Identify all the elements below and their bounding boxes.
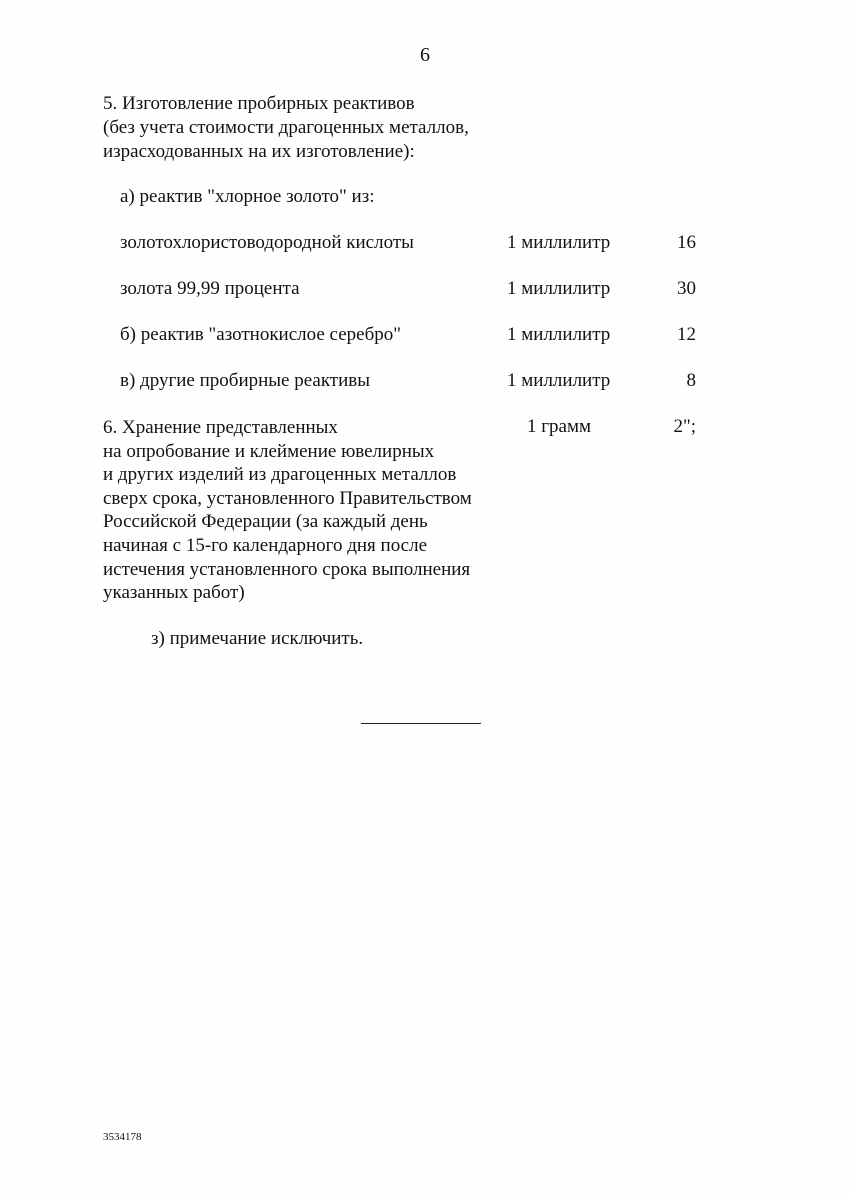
section-6-line: сверх срока, установленного Правительством (103, 487, 472, 509)
row-name: в) другие пробирные реактивы (120, 370, 371, 391)
table-row (0, 232, 850, 256)
section-6-line: указанных работ) (103, 582, 245, 604)
row-name: золотохлористоводородной кислоты (120, 232, 414, 253)
section-6-line: и других изделий из драгоценных металлов (103, 464, 457, 486)
row-unit: 1 миллилитр (507, 370, 611, 391)
section-6-unit: 1 грамм (527, 416, 592, 437)
section-6-line: 6. Хранение представленных (103, 417, 338, 438)
section-5-line: 5. Изготовление пробирных реактивов (103, 93, 415, 114)
note-text: з) примечание исключить. (151, 628, 364, 649)
row-value: 8 (686, 370, 696, 391)
row-unit: 1 миллилитр (507, 324, 611, 345)
section-6-line: начиная с 15-го календарного дня после (103, 534, 428, 556)
document-code: 3534178 (103, 1131, 142, 1143)
section-5-heading (103, 92, 469, 164)
page-number: 6 (420, 44, 430, 66)
end-divider (361, 723, 481, 724)
row-unit: 1 миллилитр (507, 278, 611, 299)
sub-item-a-label: а) реактив "хлорное золото" из: (120, 186, 375, 207)
row-unit: 1 миллилитр (507, 232, 611, 253)
table-row (0, 324, 850, 348)
row-name: б) реактив "азотнокислое серебро" (120, 324, 402, 345)
section-6-value: 2"; (673, 416, 696, 437)
row-name: золота 99,99 процента (120, 278, 300, 299)
section-6-line: Российской Федерации (за каждый день (103, 511, 428, 533)
table-row (0, 370, 850, 394)
row-value: 30 (677, 278, 696, 299)
section-6-line: на опробование и клеймение ювелирных (103, 440, 435, 462)
row-value: 16 (677, 232, 696, 253)
section-6-line: истечения установленного срока выполнения (103, 558, 471, 580)
section-5-line: (без учета стоимости драгоценных металлов, (103, 117, 469, 138)
section-6-text (103, 416, 472, 605)
row-value: 12 (677, 324, 696, 345)
table-row (0, 278, 850, 302)
section-5-line: израсходованных на их изготовление): (103, 141, 415, 162)
